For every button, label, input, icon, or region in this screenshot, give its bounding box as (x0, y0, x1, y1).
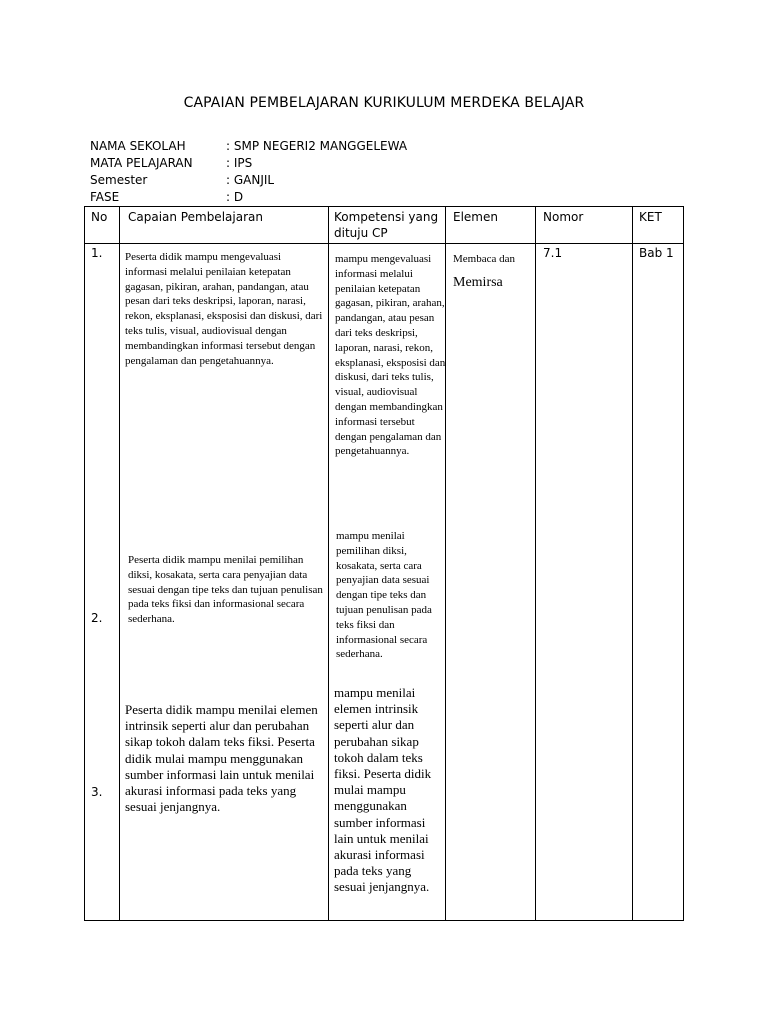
info-label: FASE (90, 190, 120, 204)
row2-no: 2. (91, 611, 103, 625)
row2-capaian: Peserta didik mampu menilai pemilihan diksi, kosakata, serta cara penyajian data sesuai dengan tipe teks dan tujuan penulisan pada teks fiksi dan informasional secara sederhana. (128, 554, 323, 626)
row1-nomor: 7.1 (543, 246, 563, 260)
row1-no: 1. (91, 246, 103, 260)
header-capaian: Capaian Pembelajaran (128, 210, 263, 224)
header-ket: KET (639, 210, 662, 224)
info-label: MATA PELAJARAN (90, 156, 193, 170)
column-divider (535, 207, 536, 920)
column-divider (328, 207, 329, 920)
cp-table (84, 206, 684, 921)
info-value: : SMP NEGERI2 MANGGELEWA (226, 139, 408, 153)
row1-capaian: Peserta didik mampu mengevaluasi informasi melalui penilaian ketepatan gagasan, pikiran, arahan, pandangan, atau pesan dari teks deskripsi, laporan, narasi, rekon, eksplanasi, eksposisi dan diskusi, dari teks tulis, visual, audiovisual dengan membandingkan informasi tersebut dengan pengalaman dan pengetahuannya. (125, 251, 323, 367)
row2-kompetensi: mampu menilai pemilihan diksi, kosakata, serta cara penyajian data sesuai dengan tipe teks dan tujuan penulisan pada teks fiksi dan informasional secara sederhana. (336, 530, 432, 661)
info-value: : D (226, 190, 244, 204)
header-divider (85, 243, 683, 244)
info-label: Semester (90, 173, 148, 187)
document-title: CAPAIAN PEMBELAJARAN KURIKULUM MERDEKA BELAJAR (183, 95, 585, 111)
header-no: No (91, 210, 108, 224)
info-value: : IPS (226, 156, 253, 170)
row3-no: 3. (91, 785, 103, 799)
info-value: : GANJIL (226, 173, 275, 187)
header-nomor: Nomor (543, 210, 584, 224)
row1-kompetensi: mampu mengevaluasi informasi melalui penilaian ketepatan gagasan, pikiran, arahan, pandangan, atau pesan dari teks deskripsi, laporan, narasi, rekon, eksplanasi, eksposisi dan diskusi, dari teks tulis, visual, audiovisual dengan membandingkan informasi tersebut dengan pengalaman dan pengetahuannya. (335, 253, 446, 458)
column-divider (119, 207, 120, 920)
row1-elemen-line1: Membaca dan (453, 253, 515, 265)
row1-ket: Bab 1 (639, 246, 674, 260)
header-kompetensi: Kompetensi yang dituju CP (334, 210, 439, 240)
column-divider (632, 207, 633, 920)
header-elemen: Elemen (453, 210, 498, 224)
row3-kompetensi: mampu menilai elemen intrinsik seperti alur dan perubahan sikap tokoh dalam teks fiksi. Peserta didik mulai mampu menggunakan sumber informasi lain untuk menilai akurasi informasi pada teks yang sesuai jenjangnya. (334, 685, 432, 895)
info-label: NAMA SEKOLAH (90, 139, 186, 153)
row1-elemen-line2: Memirsa (453, 275, 503, 290)
row3-capaian: Peserta didik mampu menilai elemen intrinsik seperti alur dan perubahan sikap tokoh dalam teks fiksi. Peserta didik mulai mampu menggunakan sumber informasi lain untuk menilai akurasi informasi pada teks yang sesuai jenjangnya. (125, 702, 318, 815)
